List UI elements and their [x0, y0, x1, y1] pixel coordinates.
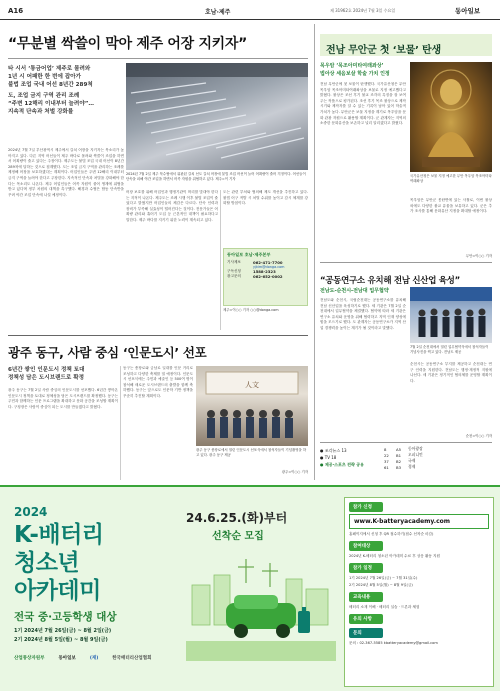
index-row: 61 B3 경제	[384, 464, 416, 470]
battery-academy-ad[interactable]	[0, 485, 500, 691]
column-rule	[314, 24, 315, 480]
index-right	[384, 446, 492, 470]
fish-market-photo	[126, 63, 308, 170]
suncheon-body-col1: 전남도와 순천시, 국립순천대는 공동연구소를 유치해 전남 신산업을 육성하기로 했다. 세 기관은 7월 2일 순천대에서 업무협약을 체결했다. 협약에 따라 세 기관은 연구소 유치와 운영을 위해 협력하고 지역 인재 양성에 힘을 모으기로 했다. 도 관계자는 공동연구소가 지역 산업 경쟁력을 높이는 계기가 될 것이라고 말했다.	[320, 298, 406, 330]
lead-body-col2: 어장 보호를 위해 어업인과 행정기관이 머리를 맞대야 한다는 지적이 나온다. 제주도는 조례 시행 이후 불법 조업이 줄었다고 밝혔지만 어업인들의 체감은 다르다. 단속 인력과 장비가 부족해 실효성이 떨어진다는 것이다. 전문가들은 어획량 관리와 휴어기 도입 등 근본적인 대책이 필요하다고 말한다. 제주 바다를 지키기 위한 노력이 계속되고 있다.	[126, 190, 218, 222]
index-box	[320, 442, 492, 480]
muan-subheads: 목우암 ‘목조아미타여래좌상’ 법아상 세음보살 학술 가치 인정	[320, 63, 390, 77]
info-line: 홈페이지에서 신청 후 QR 접수하기(접수 선착순 마감)	[349, 532, 434, 536]
buddha-photo-caption: 국가유산청은 보물 지정 예고한 무안 목우암 목조아미타여래좌상	[410, 174, 492, 183]
muan-headline: 전남 무안군 첫 ‘보물’ 탄생	[320, 34, 492, 56]
svg-text:人文: 人文	[245, 381, 259, 389]
info-section-header: 참가 신청	[349, 502, 383, 512]
contact-box-title: 동아일보 호남·제주본부	[227, 252, 271, 257]
info-section-header: 문의	[349, 628, 383, 638]
email-link[interactable]: yjkim@donga.com	[253, 265, 285, 269]
lead-body-col1: 2024년 7월 7일 부산광역시 제주에서 갈치 어장을 지키자는 목소리가 높아지고 있다. 다른 지역 어선들이 제주 바다로 몰려와 싹쓸이 조업을 하면서 어획량이 줄고 있다는 주장이다. 제주도는 불법 조업 국내 어선이 8년간 289척에 달하는 것으로 집계했다. 도는 조업 금지 구역을 관리하는 조례를 제정해 어장을 보호하겠다는 계획이다. 어업인들은 주변 12해리 이내부터 금지 구역을 늘려야 한다고 주장한다. 지속적인 단속과 처벌을 강화해야 한다는 목소리도 나온다. 제주 어업인들은 어족 자원이 줄어 생계에 위협을 받고 있다며 정부 차원의 대책을 촉구했다. 해경과 수협은 합동 단속반을 꾸려 야간 조업 단속에 나설 예정이다.	[8, 148, 124, 197]
column-rule	[120, 366, 121, 480]
contact-row: 기사제보 062-471-7700	[227, 260, 283, 265]
contact-row: 구독신청 1588-2323	[227, 269, 276, 274]
gwangju-photo-caption: 광주 동구 충장로에서 열린 인문도시 선포식에서 참석자들이 기념촬영을 하고 있다. 광주 동구 제공	[196, 448, 307, 457]
ad-info-panel	[344, 497, 494, 687]
ad-first-come: 선착순 모집	[212, 531, 264, 542]
suncheon-contact: 순천=이○○ 기자	[465, 434, 492, 438]
info-line: 2024년 K-배터리 청소년 아카데미 수료 후 상응 활동 지원	[349, 554, 440, 558]
ad-title	[14, 521, 184, 605]
ev-battery-illustration	[186, 549, 336, 661]
gwangju-headline: 광주 동구, 사람 중심 ‘인문도시’ 선포	[8, 345, 207, 360]
column-rule	[220, 190, 221, 330]
sponsor-logo: (재)	[89, 656, 99, 661]
lead-body-col3: 도는 관련 부처와 협의해 제도 개선을 추진하고 있다. 불법 어구 적발 시 처벌 수위를 높이고 감시 체계를 강화할 방침이다.	[223, 190, 308, 206]
ceremony-graphic	[196, 366, 308, 446]
divider	[320, 262, 492, 263]
ad-year: 2024	[14, 505, 48, 519]
index-banner: ● 제공·스포츠 전략 공유	[320, 462, 364, 467]
lead-photo-caption: 2024년 7월 2일 제주 북수협에서 위판된 갈치 선도 갈치 어장에 불법 조업 어선이 늘어 어획량이 줄어 걱정이다. 어선들이 단속을 피해 야간 조업을 하면서 어족 자원을 위협하고 있다. 제주=이 기자	[126, 172, 306, 181]
mou-photo-caption: 7월 2일 순천대에서 열린 업무협약식에서 참석자들이 기념사진을 찍고 있다. 전남도 제공	[410, 345, 489, 354]
masthead	[0, 0, 500, 20]
index-row: 22 B1 오피니언	[384, 452, 423, 458]
ad-url[interactable]: www.K-batteryacademy.com	[349, 514, 489, 529]
info-line: 문의 : 02-367-5585 kbatteryacademy@gmail.com	[349, 641, 438, 645]
section-name: 호남·제주	[205, 9, 231, 16]
divider	[8, 335, 308, 336]
divider	[8, 58, 308, 59]
index-row: 8 A5 동아광장	[384, 446, 423, 452]
ad-date-line: 24.6.25.(화)부터	[186, 511, 288, 525]
mou-graphic	[410, 287, 492, 343]
contact-box	[223, 248, 308, 306]
buddha-statue-photo	[410, 62, 492, 172]
sponsor-logo: 동아일보	[58, 656, 76, 661]
index-row: 37 B2 국제	[384, 458, 416, 464]
fish-rows-graphic	[126, 63, 308, 170]
lead-headline: “무분별 싹쓸이 막아 제주 어장 지키자”	[8, 36, 248, 52]
ad-title-line: 청소년	[14, 550, 80, 576]
declaration-ceremony-photo	[196, 366, 308, 446]
ad-title-line: K-배터리	[14, 522, 104, 548]
ad-title-line: 아카데미	[14, 578, 101, 604]
ad-target: 전국 중·고등학생 대상	[14, 611, 117, 623]
ad-schedule-line: 1기 2024년 7월 26일(금) ~ 8월 2일(금)	[14, 628, 112, 634]
muan-body-col2: 목우암은 무안군 몽탄면에 있는 사찰로, 이번 불상 외에도 다양한 불교 유물을 보유하고 있다. 군은 추가 조사를 통해 문화유산 지정을 확대할 예정이다.	[410, 198, 492, 214]
index-item: ● TV 18	[320, 455, 337, 460]
issue-date: 제 31962호 2024년 7월 3일 수요일	[330, 8, 396, 13]
info-section-header: 참가 일정	[349, 563, 383, 573]
index-item: ● 조각뉴스 13	[320, 448, 347, 453]
page-number: A16	[8, 7, 24, 15]
suncheon-subheads: 전남도-순천시-전남대 업무협약	[320, 288, 389, 294]
sponsor-logo: 한국배터리산업협회	[112, 656, 152, 661]
gwangju-body-col1: 광주 동구는 7월 2일 사람 중심의 인문도시를 선포했다. 6년간 쌓아온 인문도시 정책을 토대로 정체성을 담은 도시브랜드를 확정했다. 동구는 주민과 함께하는 인문 프로그램을 확대하고 문화 공간을 조성할 계획이다. 구청장은 사람이 중심이 되는 도시를 만들겠다고 밝혔다.	[8, 388, 118, 409]
info-line: 배터리 소재 이해 · 배터리 실습 · 드론과 체험	[349, 605, 420, 609]
ad-schedule-line: 2기 2024년 8월 5일(월) ~ 8월 9일(금)	[14, 637, 108, 643]
gwangju-body-col2: 동구는 충장로와 금남로 일대를 인문 거리로 조성하고 다양한 축제를 열 예정이다. 인문도시 선포식에는 주민과 예술인 등 500여 명이 참석해 새로운 도시브랜드의 출발을 함께 축하했다. 동구는 앞으로도 인문학 기반 정책을 꾸준히 추진할 계획이다.	[123, 366, 193, 398]
suncheon-headline: “공동연구소 유치해 전남 신산업 육성”	[320, 276, 460, 286]
info-section-header: 교육내용	[349, 592, 383, 602]
index-left	[320, 447, 380, 468]
buddha-graphic	[410, 62, 492, 172]
sponsor-logo: 산업통상자원부	[14, 656, 45, 661]
lead-contact: 제주=이○○ 기자 ○○@donga.com	[223, 308, 279, 312]
paper-logo: 동아일보	[455, 7, 481, 15]
info-line: 1기 2024년 7월 26일(금) ~ 7월 31일(수)	[349, 576, 418, 580]
mou-signing-photo	[410, 287, 492, 343]
muan-contact: 무안=이○○ 기자	[465, 254, 492, 258]
suncheon-body-col2: 순천시는 공동연구소 부지를 제공하고 순천대는 연구 인력을 지원한다. 전남도는 행정·재정적 지원에 나선다. 세 기관은 정기적인 협의체를 운영할 계획이다.	[410, 362, 492, 383]
lead-subheads: 타 시서 ‘통금어업’ 제주로 몰려와 1년 시 어패한 한 번에 잡아가 불법 조업 국내 어선 8년간 289척 도, 조업 금지 구역 관리 조례 “주변 12해리 이내부터 늘려야”… 지속적 단속과 처벌 강화를	[8, 66, 95, 115]
muan-body-col1: 전남 무안군에 첫 보물이 탄생했다. 국가유산청은 무안 목우암 목조아미타여래좌상을 보물로 지정 예고했다고 밝혔다. 불상은 조선 후기 불교 조각의 특징을 잘 보여주는 작품으로 평가된다. 조선 후기 목조 불상으로 제작 시기와 제작자를 알 수 있는 기록이 남아 있어 학술적 가치가 높다. 무안군은 보물 지정을 계기로 목우암을 문화 관광 자원으로 활용할 계획이다. 군 관계자는 지역의 소중한 문화유산을 보존하고 널리 알리겠다고 밝혔다.	[320, 82, 406, 126]
info-section-header: 참여대상	[349, 541, 383, 551]
gwangju-contact: 광주=이○○ 기자	[281, 470, 308, 474]
info-section-header: 유의 사항	[349, 614, 383, 624]
contact-row: 광고문의 062-652-0002	[227, 274, 283, 279]
gwangju-subheads: 6년간 쌓인 인문도시 정책 토대 정책성 담은 도시브랜드로 확정	[8, 367, 85, 381]
info-line: 2기 2024년 8월 5일(월) ~ 8월 9일(금)	[349, 583, 413, 587]
